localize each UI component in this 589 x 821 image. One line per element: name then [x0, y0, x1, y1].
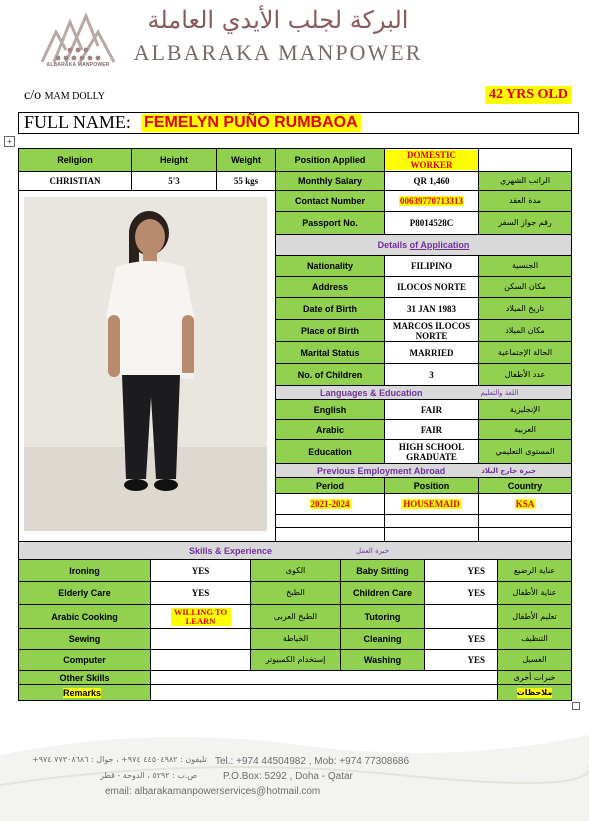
arabic-lang-arabic: العربية [478, 419, 572, 440]
country-header: Country [478, 477, 572, 494]
skill-arabic: الكوى [250, 559, 341, 582]
emp-position-value: HOUSEMAID [403, 499, 460, 509]
care-of-prefix: c/o [24, 88, 42, 103]
nationality-arabic: الجنسية [478, 255, 572, 277]
emp-period-cell [275, 493, 385, 515]
remarks-label-cell [18, 684, 151, 701]
education-label: Education [275, 439, 385, 464]
pob-arabic: مكان الميلاد [478, 319, 572, 342]
skill-label: Ironing [18, 559, 151, 582]
weight-header: Weight [216, 148, 276, 172]
education-arabic: المستوى التعليمي [478, 439, 572, 464]
skills-header [18, 541, 572, 560]
weight-value: 55 kgs [216, 171, 276, 191]
skill-value: WILLING TO LEARN [171, 608, 231, 626]
footer-contact-arabic: تليفون : ٤٤٥٠٤٩٨٢ ٩٧٤+ ، جوال : ٧٧٣٠٨٦٨٦ ٩٧٤+ [32, 755, 207, 764]
dob-label: Date of Birth [275, 297, 385, 320]
english-label: English [275, 399, 385, 420]
remarks-arabic: ملاحظات [516, 687, 553, 697]
skill-value: YES [150, 581, 251, 605]
contact-label: Contact Number [275, 190, 385, 212]
other-skills-arabic: خبرات أخرى [497, 670, 572, 685]
emp-empty-cell [384, 527, 479, 542]
english-value: FAIR [384, 399, 479, 420]
skill-label: Washing [340, 649, 425, 671]
pob-value: MARCOS ILOCOS NORTE [384, 319, 479, 342]
contact-arabic: مدة العقد [478, 190, 572, 212]
skill-label: Children Care [340, 581, 425, 605]
footer-decoration [0, 715, 589, 821]
english-arabic: الإنجليزية [478, 399, 572, 420]
skill-label: Arabic Cooking [18, 604, 151, 629]
marital-status-label: Marital Status [275, 341, 385, 364]
skill-label: Cleaning [340, 628, 425, 650]
skill-value: YES [424, 581, 498, 605]
footer-contact-english: Tel.: +974 44504982 , Mob: +974 77308686 [215, 756, 410, 767]
children-value: 3 [384, 363, 479, 386]
fullname-value: FEMELYN PUÑO RUMBAOA [141, 114, 361, 132]
arabic-lang-label: Arabic [275, 419, 385, 440]
footer-email: email: albarakamanpowerservices@hotmail.com [105, 786, 321, 797]
languages-header [275, 385, 572, 400]
skill-value: YES [424, 628, 498, 650]
emp-position-cell [384, 493, 479, 515]
employment-header [275, 463, 572, 478]
emp-empty-cell [384, 514, 479, 528]
passport-label: Passport No. [275, 211, 385, 235]
skill-value [150, 628, 251, 650]
emp-position-header: Position [384, 477, 479, 494]
details-of-application-header [275, 234, 572, 256]
education-value: HIGH SCHOOL GRADUATE [384, 439, 479, 464]
position-applied-cell [384, 148, 479, 172]
salary-label: Monthly Salary [275, 171, 385, 191]
salary-arabic: الراتب الشهري [478, 171, 572, 191]
pob-label: Place of Birth [275, 319, 385, 342]
position-applied-value: DOMESTIC WORKER [385, 150, 478, 170]
emp-empty-cell [275, 514, 385, 528]
period-header: Period [275, 477, 385, 494]
emp-empty-cell [478, 527, 572, 542]
religion-header: Religion [18, 148, 132, 172]
height-value: 5'3 [131, 171, 217, 191]
languages-title-arabic: اللغة والتعليم [480, 388, 519, 397]
passport-arabic: رقم جواز السفر [478, 211, 572, 235]
emp-period-value: 2021-2024 [310, 499, 350, 509]
age-badge: 42 YRS OLD [485, 86, 572, 104]
skill-label: Baby Sitting [340, 559, 425, 582]
emp-empty-cell [478, 514, 572, 528]
skill-value: YES [150, 559, 251, 582]
company-name-english: ALBARAKA MANPOWER [133, 40, 423, 65]
skills-title-arabic: خبرة العمل [356, 546, 390, 555]
employment-title-arabic: خبرة خارج البلاد [481, 466, 537, 475]
empty-cell [478, 148, 572, 172]
arabic-lang-value: FAIR [384, 419, 479, 440]
person-silhouette-icon [24, 197, 267, 531]
skill-value: YES [424, 559, 498, 582]
address-label: Address [275, 276, 385, 298]
remarks-arabic-cell [497, 684, 572, 701]
company-name-arabic: البركة لجلب الأيدي العاملة [147, 6, 409, 34]
skill-label: Computer [18, 649, 151, 671]
skill-arabic: التنظيف [497, 628, 572, 650]
details-title-suffix: Application [418, 240, 470, 250]
skill-arabic: الخياطة [250, 628, 341, 650]
remarks-value [150, 684, 498, 701]
skill-arabic: عناية الرضيع [497, 559, 572, 582]
salary-value: QR 1,460 [384, 171, 479, 191]
care-of-name: MAM DOLLY [44, 91, 105, 102]
emp-empty-cell [275, 527, 385, 542]
skill-value [150, 649, 251, 671]
care-of [24, 88, 105, 104]
table-resize-handle-icon[interactable] [572, 702, 580, 710]
skill-arabic: الغسيل [497, 649, 572, 671]
skill-arabic: عناية الأطفال [497, 581, 572, 605]
emp-country-value: KSA [515, 499, 535, 509]
other-skills-value [150, 670, 498, 685]
skill-arabic: إستخدام الكمبيوتر [250, 649, 341, 671]
details-title-prefix: Details [377, 240, 410, 250]
skill-label: Sewing [18, 628, 151, 650]
skill-label: Tutoring [340, 604, 425, 629]
position-applied-header: Position Applied [275, 148, 385, 172]
marital-status-value: MARRIED [384, 341, 479, 364]
children-label: No. of Children [275, 363, 385, 386]
height-header: Height [131, 148, 217, 172]
table-move-handle-icon[interactable]: + [4, 136, 15, 147]
skill-value: YES [424, 649, 498, 671]
marital-status-arabic: الحالة الإجتماعية [478, 341, 572, 364]
emp-country-cell [478, 493, 572, 515]
fullname-label: FULL NAME: [24, 112, 131, 132]
address-arabic: مكان السكن [478, 276, 572, 298]
passport-value: P8014528C [384, 211, 479, 235]
religion-value: CHRISTIAN [18, 171, 132, 191]
skill-arabic: الطبخ [250, 581, 341, 605]
nationality-value: FILIPINO [384, 255, 479, 277]
details-title-of: of [409, 240, 419, 250]
languages-title: Languages & Education [320, 387, 423, 398]
footer-pobox-english: P.O.Box: 5292 , Doha - Qatar [223, 771, 353, 782]
contact-value: 00639770713313 [400, 196, 463, 206]
employment-title: Previous Employment Abroad [317, 465, 446, 476]
skill-arabic: تعليم الأطفال [497, 604, 572, 629]
contact-cell [384, 190, 479, 212]
skill-arabic: الطبخ العربى [250, 604, 341, 629]
footer-pobox-arabic: ص.ب : ٥٢٩٢ ، الدوحة - قطر [100, 771, 198, 780]
address-value: ILOCOS NORTE [384, 276, 479, 298]
skill-value-cell [150, 604, 251, 629]
nationality-label: Nationality [275, 255, 385, 277]
logo-caption: ALBARAKA MANPOWER [46, 62, 110, 68]
applicant-photo [24, 197, 267, 531]
remarks-label: Remarks [63, 687, 102, 698]
skills-title: Skills & Experience [189, 545, 273, 556]
skill-value [424, 604, 498, 629]
skill-label: Elderly Care [18, 581, 151, 605]
children-arabic: عدد الأطفال [478, 363, 572, 386]
other-skills-label: Other Skills [18, 670, 151, 685]
dob-value: 31 JAN 1983 [384, 297, 479, 320]
dob-arabic: تاريخ الميلاد [478, 297, 572, 320]
